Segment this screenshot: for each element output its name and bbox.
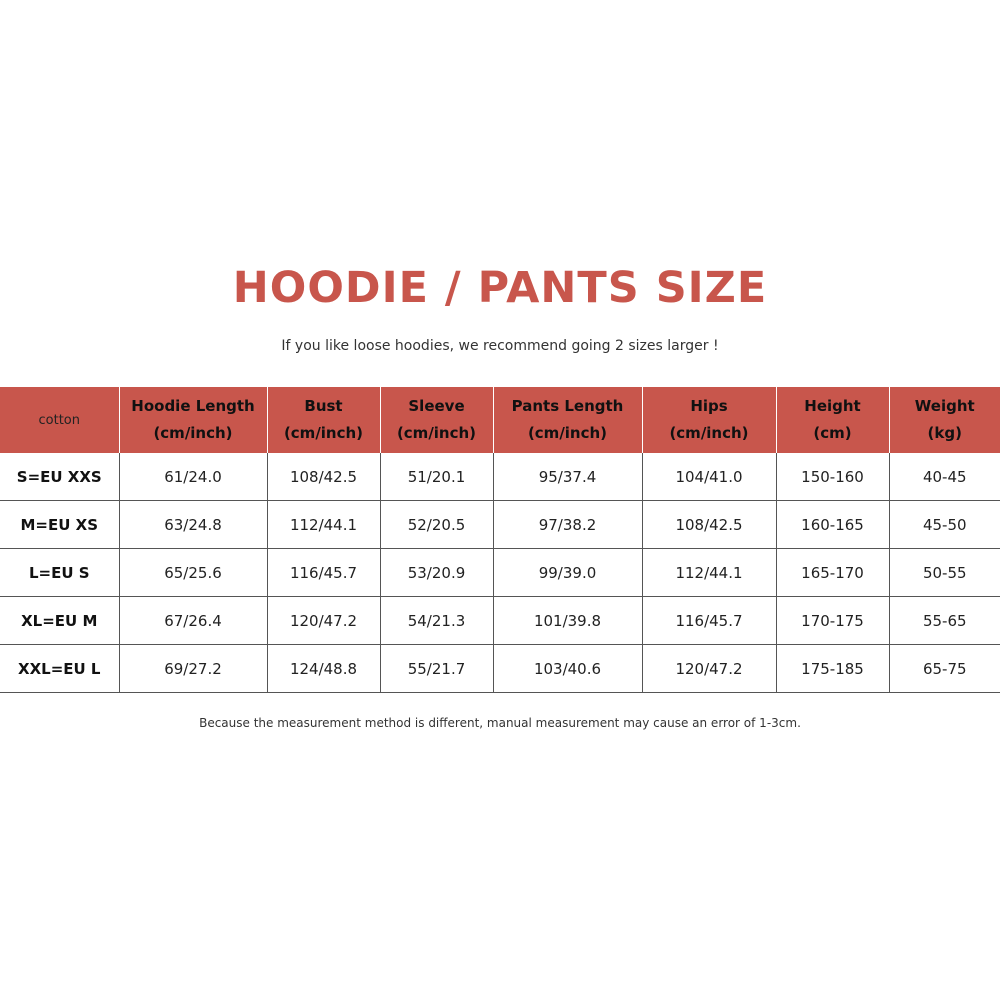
column-header-unit: (cm/inch) <box>527 424 608 442</box>
table-cell: 40-45 <box>889 453 1000 501</box>
table-row <box>0 453 1000 501</box>
table-row <box>0 549 1000 597</box>
table-cell: 116/45.7 <box>642 597 776 645</box>
table-cell: 103/40.6 <box>493 645 642 693</box>
table-cell: 67/26.4 <box>119 597 267 645</box>
table-header-row <box>0 387 1000 453</box>
column-header-hoodie-length <box>119 387 267 453</box>
table-cell: 165-170 <box>776 549 889 597</box>
table-cell: 65/25.6 <box>119 549 267 597</box>
table-cell: 50-55 <box>889 549 1000 597</box>
table-row <box>0 501 1000 549</box>
column-header-hips <box>642 387 776 453</box>
table-cell: 112/44.1 <box>267 501 380 549</box>
table-cell: 170-175 <box>776 597 889 645</box>
column-header-unit: (cm/inch) <box>283 424 364 442</box>
table-cell: 108/42.5 <box>267 453 380 501</box>
column-header-name: Hoodie Length <box>131 397 255 415</box>
column-header-pants-length <box>493 387 642 453</box>
table-cell: 116/45.7 <box>267 549 380 597</box>
column-header-bust <box>267 387 380 453</box>
size-label: L=EU S <box>0 549 119 597</box>
size-label: XXL=EU L <box>0 645 119 693</box>
table-cell: 150-160 <box>776 453 889 501</box>
table-cell: 52/20.5 <box>380 501 493 549</box>
column-header-unit: (cm/inch) <box>153 424 233 442</box>
table-cell: 101/39.8 <box>493 597 642 645</box>
table-cell: 54/21.3 <box>380 597 493 645</box>
size-label: XL=EU M <box>0 597 119 645</box>
column-header-weight <box>889 387 1000 453</box>
column-header-sleeve <box>380 387 493 453</box>
table-cell: 120/47.2 <box>642 645 776 693</box>
table-cell: 120/47.2 <box>267 597 380 645</box>
size-label: M=EU XS <box>0 501 119 549</box>
column-header-name: Height <box>804 397 861 415</box>
table-cell: 99/39.0 <box>493 549 642 597</box>
measurement-footnote: Because the measurement method is different, manual measurement may cause an error of 1-3cm. <box>199 716 801 730</box>
column-header-name: Sleeve <box>408 397 465 415</box>
table-cell: 124/48.8 <box>267 645 380 693</box>
column-header-unit: (kg) <box>927 424 962 442</box>
column-header-name: Pants Length <box>511 397 624 415</box>
column-header-name: Hips <box>690 397 728 415</box>
table-cell: 108/42.5 <box>642 501 776 549</box>
page-title: HOODIE / PANTS SIZE <box>232 263 768 313</box>
size-label: S=EU XXS <box>0 453 119 501</box>
table-cell: 63/24.8 <box>119 501 267 549</box>
table-row <box>0 645 1000 693</box>
column-header-name: Weight <box>914 397 975 415</box>
page-subtitle: If you like loose hoodies, we recommend going 2 sizes larger ! <box>281 338 719 354</box>
column-header-height <box>776 387 889 453</box>
table-cell: 65-75 <box>889 645 1000 693</box>
table-cell: 97/38.2 <box>493 501 642 549</box>
table-cell: 175-185 <box>776 645 889 693</box>
table-cell: 55-65 <box>889 597 1000 645</box>
table-cell: 69/27.2 <box>119 645 267 693</box>
table-cell: 51/20.1 <box>380 453 493 501</box>
table-row <box>0 597 1000 645</box>
table-cell: 95/37.4 <box>493 453 642 501</box>
table-cell: 112/44.1 <box>642 549 776 597</box>
table-cell: 55/21.7 <box>380 645 493 693</box>
table-cell: 53/20.9 <box>380 549 493 597</box>
table-cell: 45-50 <box>889 501 1000 549</box>
column-header-unit: (cm) <box>813 424 852 442</box>
column-header-name: Bust <box>304 397 343 415</box>
size-table <box>0 387 1000 693</box>
table-cell: 160-165 <box>776 501 889 549</box>
column-header-unit: (cm/inch) <box>669 424 749 442</box>
table-cell: 61/24.0 <box>119 453 267 501</box>
column-header-unit: (cm/inch) <box>396 424 477 442</box>
table-cell: 104/41.0 <box>642 453 776 501</box>
corner-label: cotton <box>0 387 119 453</box>
